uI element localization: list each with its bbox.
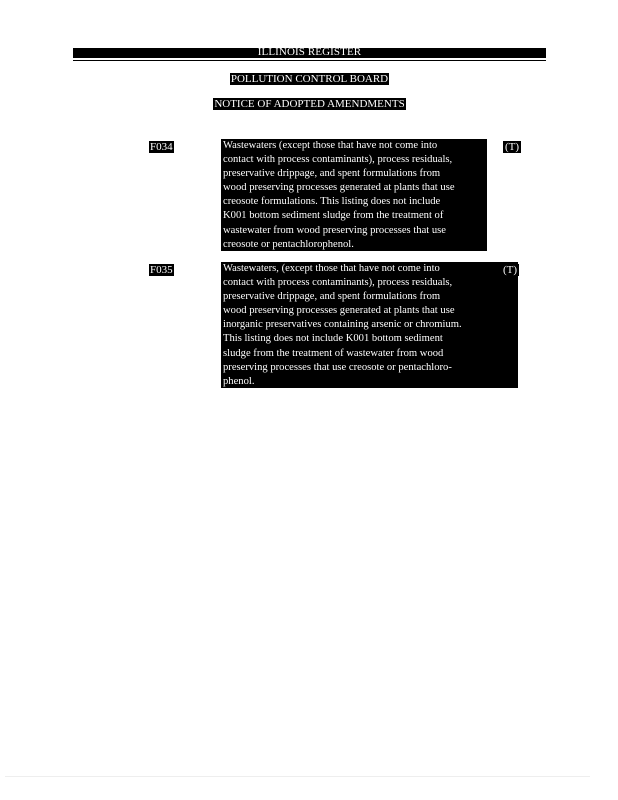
description-line: Wastewaters, (except those that have not come into xyxy=(223,263,440,274)
board-heading-text: POLLUTION CONTROL BOARD xyxy=(230,73,389,85)
description-line: wastewater from wood preserving processes that use xyxy=(223,224,446,236)
waste-code-f035: F035 xyxy=(150,264,173,276)
register-header-rule xyxy=(73,60,546,61)
description-line: This listing does not include K001 bottom sediment xyxy=(223,333,443,345)
register-title: ILLINOIS REGISTER xyxy=(257,46,362,58)
waste-code-f034: F034 xyxy=(150,141,173,153)
description-line: wood preserving processes generated at plants that use xyxy=(223,305,455,317)
hazard-code-f035: (T) xyxy=(503,264,518,276)
description-line: preservative drippage, and spent formulations from xyxy=(223,168,441,180)
board-heading xyxy=(73,73,546,85)
description-line: creosote formulations. This listing does not include xyxy=(223,196,441,208)
description-line: preserving processes that use creosote or pentachloro- xyxy=(223,361,452,373)
description-line: preservative drippage, and spent formulations from xyxy=(223,291,441,303)
description-line: wood preserving processes generated at plants that use xyxy=(223,182,455,194)
hazard-code-f034: (T) xyxy=(505,141,520,153)
notice-heading-text: NOTICE OF ADOPTED AMENDMENTS xyxy=(214,98,405,110)
waste-description-f034 xyxy=(221,139,487,251)
description-line: contact with process contaminants), process residuals, xyxy=(223,277,453,289)
description-line: sludge from the treatment of wastewater from wood xyxy=(223,347,444,359)
description-line: Wastewaters (except those that have not come into xyxy=(223,140,438,151)
description-line: inorganic preservatives containing arsenic or chromium. xyxy=(223,319,462,331)
waste-description-f035 xyxy=(221,262,518,388)
page-bottom-rule xyxy=(5,776,590,777)
description-line: creosote or pentachlorophenol. xyxy=(223,238,354,250)
description-line: K001 bottom sediment sludge from the treatment of xyxy=(223,210,444,222)
notice-heading xyxy=(73,98,546,110)
description-line: phenol. xyxy=(223,375,255,387)
description-line: contact with process contaminants), process residuals, xyxy=(223,154,453,166)
